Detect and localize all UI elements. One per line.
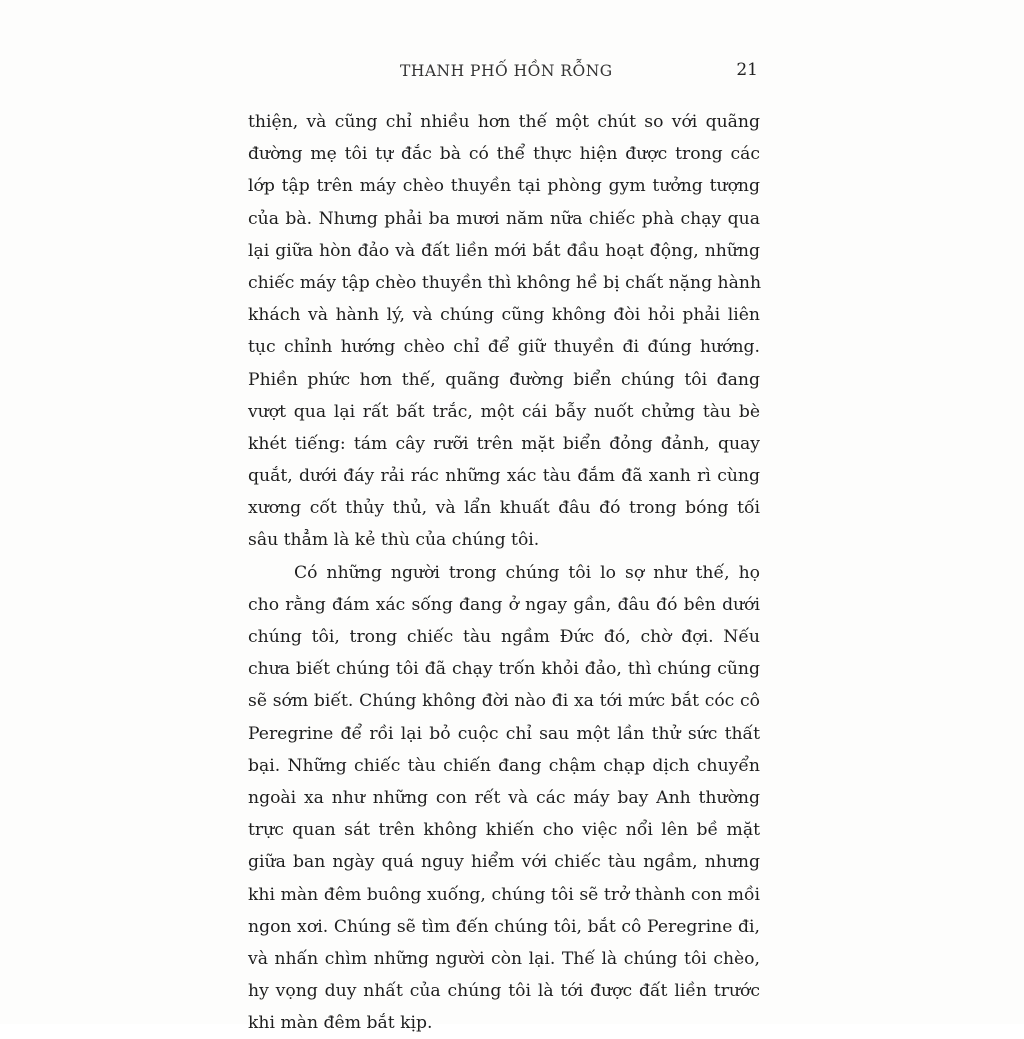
- text-line: sâu thẳm là kẻ thù của chúng tôi.: [248, 530, 540, 551]
- text-line: hy vọng duy nhất của chúng tôi là tới được đất liền trước: [248, 981, 760, 1002]
- text-line: vượt qua lại rất bất trắc, một cái bẫy nuốt chửng tàu bè: [248, 401, 760, 422]
- text-line: ngoài xa như những con rết và các máy bay Anh thường: [248, 787, 760, 808]
- text-line: quắt, dưới đáy rải rác những xác tàu đắm đã xanh rì cùng: [248, 466, 760, 487]
- text-line: chúng tôi, trong chiếc tàu ngầm Đức đó, chờ đợi. Nếu: [248, 627, 760, 647]
- page-number: 21: [736, 60, 758, 80]
- text-line: khét tiếng: tám cây rưỡi trên mặt biển đỏng đảnh, quay: [248, 433, 760, 454]
- text-line: Phiền phức hơn thế, quãng đường biển chúng tôi đang: [248, 369, 760, 390]
- paragraph-1: [248, 106, 760, 557]
- running-title: THANH PHỐ HỒN RỖNG: [400, 62, 613, 80]
- text-line: cho rằng đám xác sống đang ở ngay gần, đâu đó bên dưới: [248, 594, 760, 615]
- text-line: lớp tập trên máy chèo thuyền tại phòng gym tưởng tượng: [248, 176, 760, 197]
- body-text: [248, 106, 760, 1039]
- text-line: xương cốt thủy thủ, và lẩn khuất đâu đó trong bóng tối: [248, 498, 760, 519]
- text-line: chiếc máy tập chèo thuyền thì không hề bị chất nặng hành: [248, 272, 762, 293]
- text-line: ngon xơi. Chúng sẽ tìm đến chúng tôi, bắt cô Peregrine đi,: [248, 916, 760, 937]
- text-line: bại. Những chiếc tàu chiến đang chậm chạp dịch chuyển: [248, 755, 760, 776]
- paragraph-2: [248, 557, 760, 1039]
- text-line: tục chỉnh hướng chèo chỉ để giữ thuyền đi đúng hướng.: [248, 337, 760, 358]
- text-line: giữa ban ngày quá nguy hiểm với chiếc tàu ngầm, nhưng: [248, 852, 760, 873]
- text-line: thiện, và cũng chỉ nhiều hơn thế một chút so với quãng: [248, 112, 760, 132]
- text-line: khi màn đêm bắt kịp.: [248, 1013, 433, 1034]
- text-line: trực quan sát trên không khiến cho việc nổi lên bề mặt: [248, 820, 760, 841]
- text-line: lại giữa hòn đảo và đất liền mới bắt đầu hoạt động, những: [248, 240, 760, 261]
- text-line: đường mẹ tôi tự đắc bà có thể thực hiện được trong các: [248, 144, 760, 165]
- running-header: [248, 60, 758, 84]
- text-line: và nhấn chìm những người còn lại. Thế là chúng tôi chèo,: [248, 948, 760, 969]
- text-line: khách và hành lý, và chúng cũng không đòi hỏi phải liên: [248, 305, 760, 326]
- text-line: khi màn đêm buông xuống, chúng tôi sẽ trở thành con mồi: [248, 884, 760, 905]
- text-line: Peregrine để rồi lại bỏ cuộc chỉ sau một lần thử sức thất: [248, 723, 760, 744]
- text-line: của bà. Nhưng phải ba mươi năm nữa chiếc phà chạy qua: [248, 208, 760, 229]
- text-line: sẽ sớm biết. Chúng không đời nào đi xa tới mức bắt cóc cô: [248, 691, 760, 712]
- text-line: chưa biết chúng tôi đã chạy trốn khỏi đảo, thì chúng cũng: [248, 659, 760, 680]
- text-line: Có những người trong chúng tôi lo sợ như thế, họ: [294, 562, 760, 583]
